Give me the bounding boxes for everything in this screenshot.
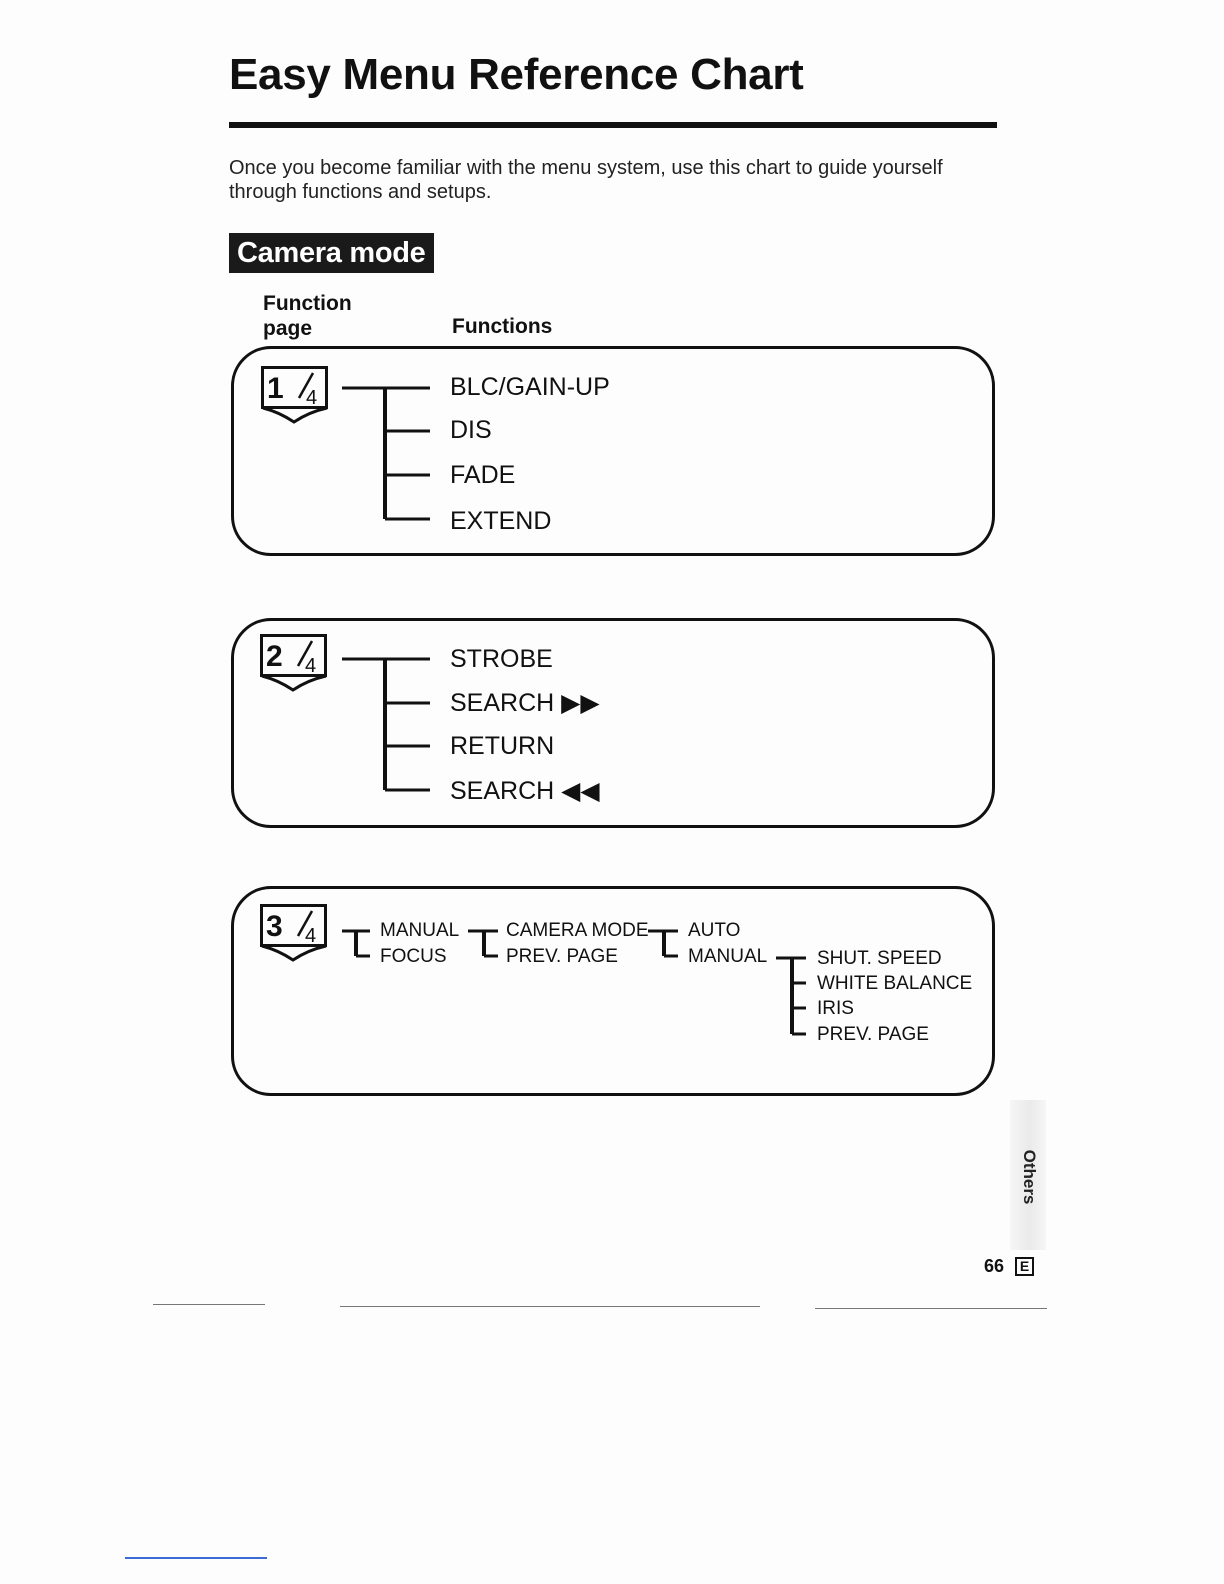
submenu-item: PREV. PAGE	[506, 946, 618, 967]
scan-line	[125, 1557, 267, 1559]
submenu-item: SHUT. SPEED	[817, 948, 942, 969]
submenu-item: AUTO	[688, 920, 741, 941]
page-numerator: 2	[266, 640, 283, 673]
page-number: 66	[984, 1256, 1005, 1276]
menu-item: SEARCH ▶▶	[450, 689, 600, 717]
scan-line	[153, 1304, 265, 1305]
page-title: Easy Menu Reference Chart	[229, 50, 804, 99]
menu-tree-connector	[340, 378, 435, 528]
submenu-item: CAMERA MODE	[506, 920, 649, 941]
menu-item: STROBE	[450, 645, 553, 673]
scan-line	[815, 1308, 1047, 1309]
menu-item: SEARCH ◀◀	[450, 777, 600, 805]
intro-text: Once you become familiar with the menu system, use this chart to guide yourself through functions and setups.	[229, 157, 943, 203]
column-header-functions: Functions	[452, 315, 553, 338]
column-header-function-page: Function page	[263, 292, 352, 340]
submenu-item: WHITE BALANCE	[817, 973, 973, 994]
page-denominator: 4	[305, 925, 317, 947]
page-book-icon-2	[260, 634, 330, 699]
page-numerator: 1	[267, 372, 284, 405]
page-denominator: 4	[305, 655, 317, 677]
submenu-item: MANUAL	[380, 920, 460, 941]
page-denominator: 4	[306, 387, 318, 409]
title-rule	[229, 122, 997, 128]
menu-tree-connector	[646, 922, 686, 964]
menu-tree-connector	[340, 922, 380, 964]
side-tab-label: Others	[1020, 1149, 1039, 1205]
menu-item: EXTEND	[450, 507, 552, 535]
page-numerator: 3	[266, 910, 283, 943]
menu-tree-connector	[466, 922, 506, 964]
menu-item: BLC/GAIN-UP	[450, 373, 610, 401]
menu-tree-connector	[340, 650, 435, 800]
language-mark: E	[1015, 1257, 1034, 1276]
page-book-icon-3	[260, 904, 330, 969]
menu-item: DIS	[450, 416, 492, 444]
submenu-item: FOCUS	[380, 946, 447, 967]
page-book-icon-1	[261, 366, 331, 431]
submenu-item: MANUAL	[688, 946, 768, 967]
scan-line	[340, 1306, 760, 1307]
submenu-item: PREV. PAGE	[817, 1024, 929, 1045]
menu-tree-connector	[774, 950, 814, 1040]
menu-item: FADE	[450, 461, 516, 489]
section-badge: Camera mode	[229, 233, 434, 273]
submenu-item: IRIS	[817, 998, 854, 1019]
menu-item: RETURN	[450, 732, 555, 760]
